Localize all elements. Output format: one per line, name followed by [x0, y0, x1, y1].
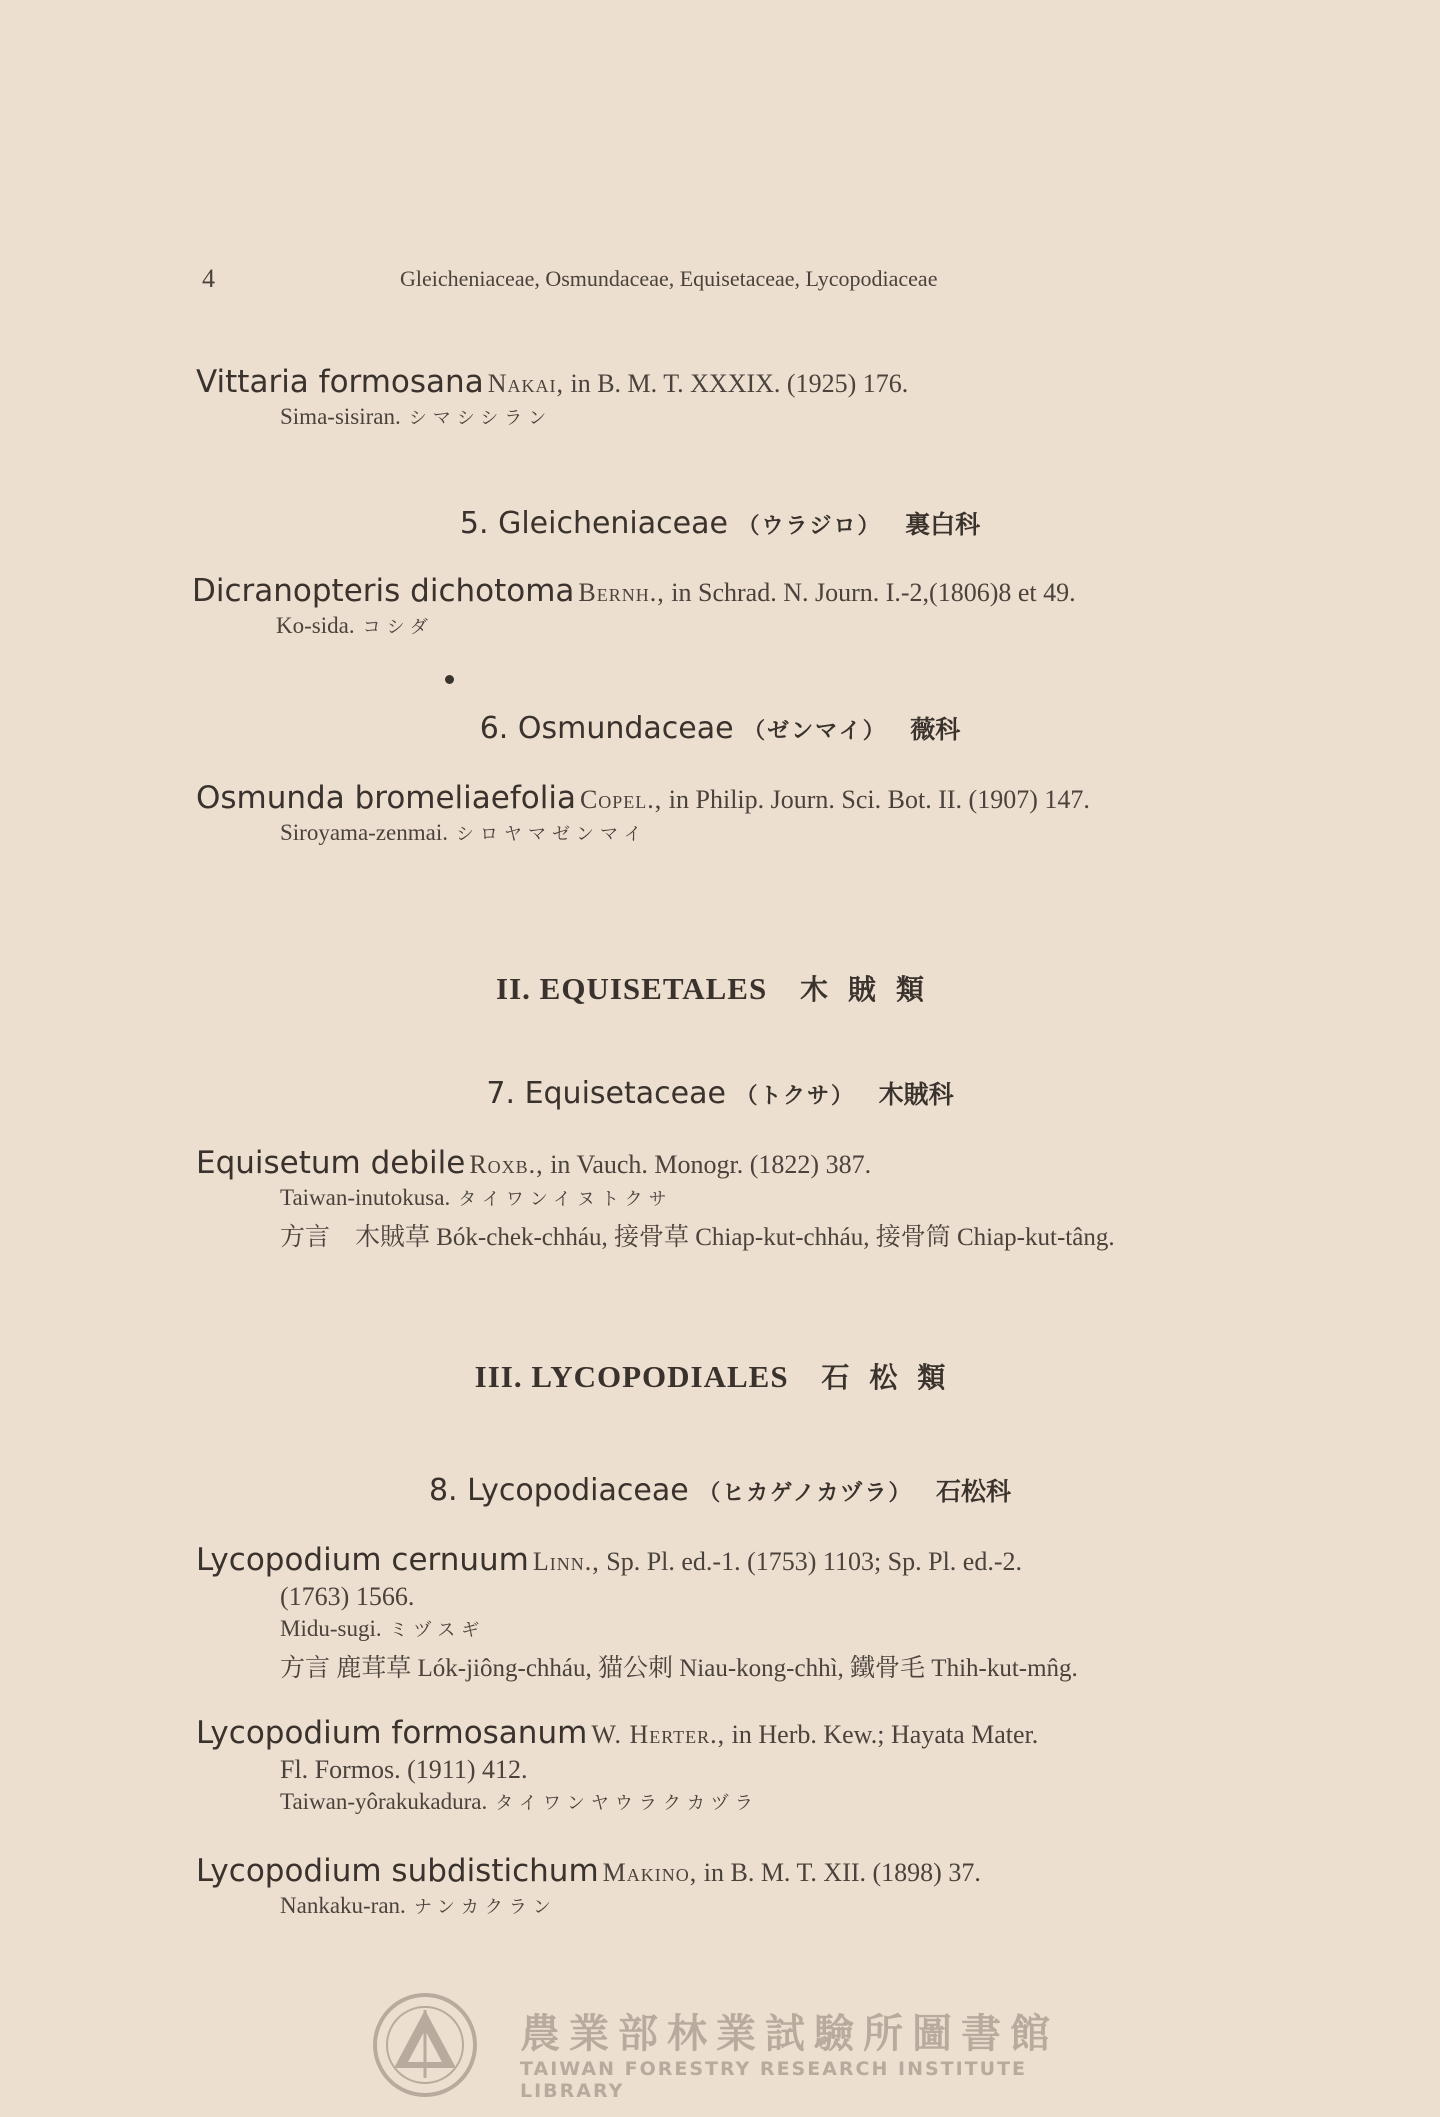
species-entry	[196, 780, 1296, 846]
japanese-kana: シロヤマゼンマイ	[455, 824, 648, 844]
japanese-name-line	[280, 820, 1296, 846]
family-number: 7.	[486, 1076, 516, 1111]
family-kana: （ウラジロ）	[737, 514, 882, 539]
page-header	[0, 264, 1440, 304]
species-entry	[196, 1853, 1296, 1919]
family-name: Gleicheniaceae	[498, 506, 728, 541]
japanese-romanized: Midu-sugi.	[280, 1616, 382, 1641]
species-name: Vittaria formosana	[196, 364, 484, 400]
library-watermark	[370, 1990, 1090, 2100]
species-author: Makino,	[602, 1858, 698, 1887]
family-kanji: 薇科	[910, 715, 961, 744]
species-author: Copel.,	[579, 785, 663, 814]
order-kanji: 石松類	[821, 1363, 966, 1394]
library-name-english: TAIWAN FORESTRY RESEARCH INSTITUTE LIBRARY	[520, 2058, 1028, 2102]
species-author: W. Herter.,	[591, 1720, 726, 1749]
species-entry	[196, 1542, 1296, 1684]
japanese-name-line	[280, 1185, 1296, 1211]
japanese-name-line	[280, 1616, 1296, 1642]
japanese-romanized: Sima-sisiran.	[280, 404, 401, 429]
order-name: EQUISETALES	[539, 971, 768, 1006]
family-heading	[0, 505, 1440, 541]
family-kanji: 石松科	[936, 1477, 1012, 1506]
running-title: Gleicheniaceae, Osmundaceae, Equisetaceae, Lycopodiaceae	[400, 266, 938, 291]
japanese-kana: タイワンイヌトクサ	[458, 1189, 673, 1209]
family-name: Equisetaceae	[524, 1076, 726, 1111]
japanese-romanized: Ko-sida.	[276, 613, 355, 638]
species-citation: in B. M. T. XII. (1898) 37.	[697, 1858, 981, 1887]
library-name-chinese: 農業部林業試驗所圖書館	[520, 2011, 1059, 2057]
family-kana: （ヒカゲノカヅラ）	[698, 1481, 913, 1506]
species-citation: in Schrad. N. Journ. I.-2,(1806)8 et 49.	[664, 578, 1076, 607]
order-numeral: II.	[496, 971, 531, 1006]
japanese-romanized: Taiwan-inutokusa.	[280, 1185, 451, 1210]
japanese-romanized: Siroyama-zenmai.	[280, 820, 448, 845]
species-name: Lycopodium subdistichum	[196, 1853, 599, 1889]
citation-continuation: Fl. Formos. (1911) 412.	[280, 1755, 528, 1784]
species-entry	[192, 573, 1292, 639]
family-kanji: 木賊科	[878, 1080, 954, 1109]
species-entry	[196, 364, 1296, 430]
order-name: LYCOPODIALES	[531, 1359, 789, 1394]
species-name: Osmunda bromeliaefolia	[196, 780, 576, 816]
species-citation: Sp. Pl. ed.-1. (1753) 1103; Sp. Pl. ed.-2.	[599, 1547, 1023, 1576]
species-name: Lycopodium cernuum	[196, 1542, 529, 1578]
japanese-name-line	[280, 404, 1296, 430]
species-author: Bernh.,	[578, 578, 665, 607]
family-name: Osmundaceae	[517, 711, 734, 746]
order-kanji: 木賊類	[799, 975, 944, 1006]
species-name: Equisetum debile	[196, 1145, 466, 1181]
japanese-romanized: Nankaku-ran.	[280, 1893, 406, 1918]
species-citation: in Vauch. Monogr. (1822) 387.	[543, 1150, 872, 1179]
japanese-name-line	[276, 613, 1292, 639]
order-heading	[0, 968, 1440, 1008]
family-number: 5.	[459, 506, 489, 541]
family-heading	[0, 710, 1440, 746]
japanese-kana: ミヅスギ	[389, 1620, 486, 1640]
species-entry	[196, 1715, 1296, 1815]
order-heading	[0, 1356, 1440, 1396]
species-citation: in B. M. T. XXXIX. (1925) 176.	[563, 369, 909, 398]
species-author: Linn.,	[532, 1547, 600, 1576]
ink-dot	[445, 675, 454, 684]
family-number: 8.	[428, 1473, 458, 1508]
species-author: Roxb.,	[469, 1150, 544, 1179]
species-citation: in Herb. Kew.; Hayata Mater.	[725, 1720, 1039, 1749]
order-numeral: III.	[474, 1359, 523, 1394]
japanese-kana: タイワンヤウラクカヅラ	[495, 1793, 759, 1813]
species-entry	[196, 1145, 1296, 1253]
family-kana: （ゼンマイ）	[743, 719, 887, 744]
japanese-kana: シマシシラン	[408, 408, 553, 428]
citation-continuation: (1763) 1566.	[280, 1582, 415, 1611]
dialect-line: 方言 鹿茸草 Lók-jiông-chháu, 猫公刺 Niau-kong-chhì, 鐵骨毛 Thih-kut-mn̂g.	[280, 1655, 1078, 1682]
species-name: Dicranopteris dichotoma	[192, 573, 575, 609]
japanese-name-line	[280, 1893, 1296, 1919]
japanese-name-line	[280, 1789, 1296, 1815]
family-heading	[0, 1472, 1440, 1508]
page-number: 4	[202, 264, 215, 293]
japanese-romanized: Taiwan-yôrakukadura.	[280, 1789, 488, 1814]
family-number: 6.	[479, 711, 509, 746]
family-kanji: 裏白科	[905, 510, 981, 539]
dialect-line: 方言 木賊草 Bók-chek-chháu, 接骨草 Chiap-kut-chháu, 接骨筒 Chiap-kut-tâng.	[280, 1224, 1115, 1251]
species-name: Lycopodium formosanum	[196, 1715, 588, 1751]
family-name: Lycopodiaceae	[467, 1473, 689, 1508]
library-seal-icon	[370, 1990, 480, 2100]
species-author: Nakai,	[487, 369, 564, 398]
family-kana: （トクサ）	[735, 1084, 856, 1109]
species-citation: in Philip. Journ. Sci. Bot. II. (1907) 147.	[662, 785, 1090, 814]
family-heading	[0, 1075, 1440, 1111]
japanese-kana: コシダ	[362, 617, 434, 637]
japanese-kana: ナンカクラン	[413, 1897, 557, 1917]
